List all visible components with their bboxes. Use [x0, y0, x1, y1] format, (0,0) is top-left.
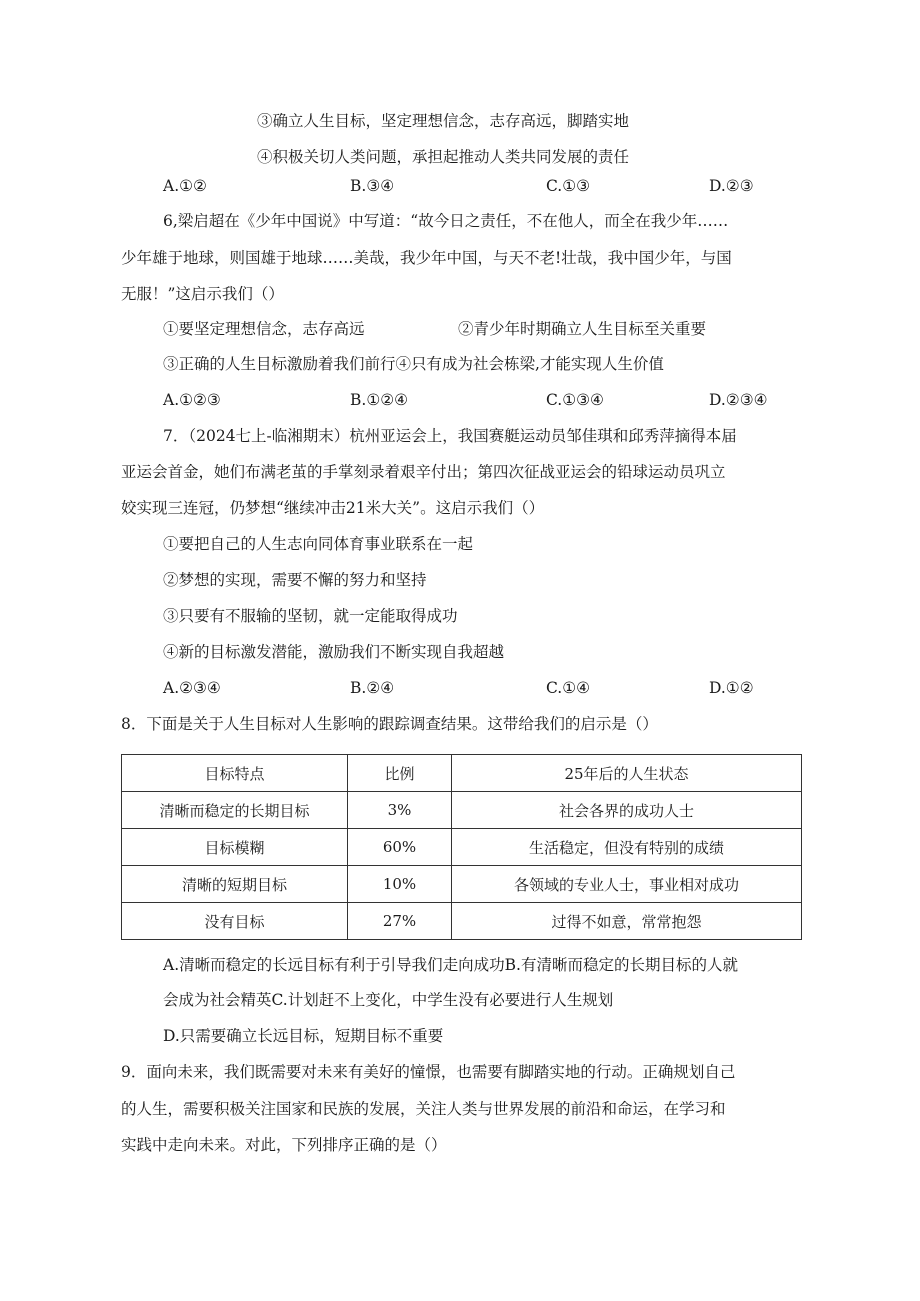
survey-table — [121, 754, 802, 940]
q6-option-d[interactable]: D.②③④ — [709, 391, 768, 409]
q7-stem-line-1: 7．（2024七上-临湘期末）杭州亚运会上，我国赛艇运动员邹佳琪和邱秀萍摘得本届 — [163, 427, 737, 445]
q5-options — [163, 175, 803, 197]
q7-stem-line-2: 亚运会首金，她们布满老茧的手掌刻录着艰辛付出；第四次征战亚运会的铅球运动员巩立 — [121, 463, 726, 481]
q7-stem-line-3: 姣实现三连冠，仍梦想“继续冲击21米大关”。这启示我们（） — [121, 499, 545, 517]
table-row — [122, 866, 802, 903]
table-cell: 3% — [348, 792, 452, 829]
q7-item-2: ②梦想的实现，需要不懈的努力和坚持 — [163, 571, 427, 589]
q6-item-3-4: ③正确的人生目标激励着我们前行④只有成为社会栋梁,才能实现人生价值 — [163, 355, 664, 373]
table-cell: 27% — [348, 903, 452, 940]
q9-stem-line-3: 实践中走向未来。对此，下列排序正确的是（） — [121, 1136, 447, 1154]
q6-option-c[interactable]: C.①③④ — [546, 391, 604, 409]
table-header-cell: 比例 — [348, 755, 452, 792]
table-row — [122, 829, 802, 866]
q7-item-4: ④新的目标激发潜能，激励我们不断实现自我超越 — [163, 643, 505, 661]
q9-stem-line-1: 9．面向未来，我们既需要对未来有美好的憧憬，也需要有脚踏实地的行动。正确规划自己 — [121, 1063, 736, 1081]
q5-item-3: ③确立人生目标，坚定理想信念，志存高远，脚踏实地 — [257, 112, 630, 130]
table-cell: 目标模糊 — [122, 829, 348, 866]
table-header-cell: 目标特点 — [122, 755, 348, 792]
table-cell: 清晰的短期目标 — [122, 866, 348, 903]
q6-option-a[interactable]: A.①②③ — [163, 391, 221, 409]
table-header-cell: 25年后的人生状态 — [452, 755, 802, 792]
q7-option-c[interactable]: C.①④ — [546, 679, 591, 697]
q6-stem-line-2: 少年雄于地球，则国雄于地球……美哉，我少年中国，与天不老!壮哉，我中国少年，与国 — [121, 249, 732, 267]
table-cell: 60% — [348, 829, 452, 866]
q7-options — [163, 677, 803, 699]
q7-option-a[interactable]: A.②③④ — [163, 679, 221, 697]
q5-option-c[interactable]: C.①③ — [546, 177, 591, 195]
q5-item-4: ④积极关切人类问题，承担起推动人类共同发展的责任 — [257, 148, 630, 166]
q5-option-b[interactable]: B.③④ — [350, 177, 395, 195]
q6-item-2: ②青少年时期确立人生目标至关重要 — [458, 320, 707, 338]
q6-stem-line-1: 6,梁启超在《少年中国说》中写道：“故今日之责任，不在他人，而全在我少年…… — [163, 212, 729, 230]
table-cell: 没有目标 — [122, 903, 348, 940]
table-cell: 清晰而稳定的长期目标 — [122, 792, 348, 829]
table-cell: 10% — [348, 866, 452, 903]
q7-option-b[interactable]: B.②④ — [350, 679, 395, 697]
q5-option-d[interactable]: D.②③ — [709, 177, 754, 195]
q6-item-1: ①要坚定理想信念，志存高远 — [163, 320, 365, 338]
q6-stem-line-3: 无服！”这启示我们（） — [121, 285, 284, 303]
table-cell: 各领域的专业人士，事业相对成功 — [452, 866, 802, 903]
q8-options-line-2: 会成为社会精英C.计划赶不上变化，中学生没有必要进行人生规划 — [163, 991, 614, 1009]
q8-stem: 8．下面是关于人生目标对人生影响的跟踪调查结果。这带给我们的启示是（） — [121, 715, 658, 733]
table-cell: 社会各界的成功人士 — [452, 792, 802, 829]
q9-stem-line-2: 的人生，需要积极关注国家和民族的发展，关注人类与世界发展的前沿和命运，在学习和 — [121, 1100, 726, 1118]
q8-options-line-3: D.只需要确立长远目标，短期目标不重要 — [163, 1027, 444, 1045]
q6-options — [163, 389, 803, 411]
table-cell: 过得不如意，常常抱怨 — [452, 903, 802, 940]
q7-item-3: ③只要有不服输的坚韧，就一定能取得成功 — [163, 607, 458, 625]
table-row — [122, 903, 802, 940]
q8-options-line-1: A.清晰而稳定的长远目标有利于引导我们走向成功B.有清晰而稳定的长期目标的人就 — [163, 956, 738, 974]
q7-item-1: ①要把自己的人生志向同体育事业联系在一起 — [163, 535, 474, 553]
q5-option-a[interactable]: A.①② — [163, 177, 207, 195]
q7-option-d[interactable]: D.①② — [709, 679, 754, 697]
q6-option-b[interactable]: B.①②④ — [350, 391, 409, 409]
table-row — [122, 792, 802, 829]
table-cell: 生活稳定，但没有特别的成绩 — [452, 829, 802, 866]
table-header-row — [122, 755, 802, 792]
